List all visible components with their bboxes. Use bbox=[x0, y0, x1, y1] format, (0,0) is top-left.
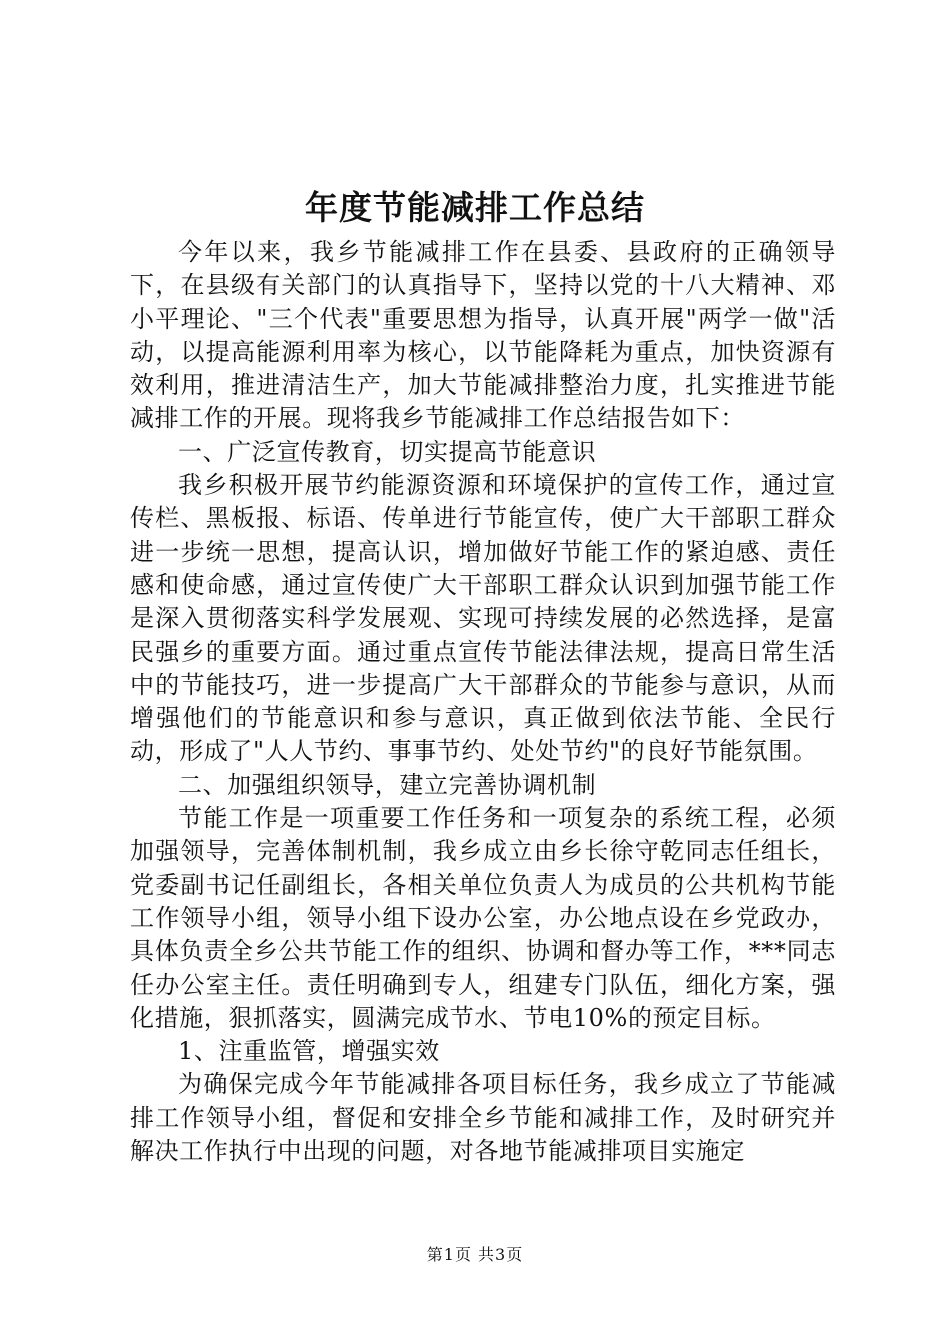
intro-paragraph: 今年以来，我乡节能减排工作在县委、县政府的正确领导下，在县级有关部门的认真指导下，坚持以党的十八大精神、邓小平理论、"三个代表"重要思想为指导，认真开展"两学一做"活动，以提高能源利用率为核心，以节能降耗为重点，加快资源有效利用，推进清洁生产，加大节能减排整治力度，扎实推进节能减排工作的开展。现将我乡节能减排工作总结报告如下： bbox=[130, 238, 836, 433]
document-title: 年度节能减排工作总结 bbox=[305, 188, 645, 227]
page-footer: 第1页 共3页 bbox=[426, 1245, 524, 1264]
section-2-paragraph: 节能工作是一项重要工作任务和一项复杂的系统工程，必须加强领导，完善体制机制，我乡成立由乡长徐守乾同志任组长，党委副书记任副组长，各相关单位负责人为成员的公共机构节能工作领导小组，领导小组下设办公室，办公地点设在乡党政办，具体负责全乡公共节能工作的组织、协调和督办等工作，***同志任办公室主任。责任明确到专人，组建专门队伍，细化方案，强化措施，狠抓落实，圆满完成节水、节电10%的预定目标。 bbox=[130, 804, 836, 1032]
section-1-paragraph: 我乡积极开展节约能源资源和环境保护的宣传工作，通过宣传栏、黑板报、标语、传单进行节能宣传，使广大干部职工群众进一步统一思想，提高认识，增加做好节能工作的紧迫感、责任感和使命感，通过宣传使广大干部职工群众认识到加强节能工作是深入贯彻落实科学发展观、实现可持续发展的必然选择，是富民强乡的重要方面。通过重点宣传节能法律法规，提高日常生活中的节能技巧，进一步提高广大干部群众的节能参与意识，从而增强他们的节能意识和参与意识，真正做到依法节能、全民行动，形成了"人人节约、事事节约、处处节约"的良好节能氛围。 bbox=[130, 471, 836, 766]
subsection-heading-1: 1、注重监管，增强实效 bbox=[178, 1037, 440, 1066]
section-heading-1: 一、广泛宣传教育，切实提高节能意识 bbox=[178, 437, 597, 466]
document-body bbox=[130, 236, 836, 1168]
section-heading-2: 二、加强组织领导，建立完善协调机制 bbox=[178, 770, 597, 799]
subsection-1-paragraph: 为确保完成今年节能减排各项目标任务，我乡成立了节能减排工作领导小组，督促和安排全乡节能和减排工作，及时研究并解决工作执行中出现的问题，对各地节能减排项目实施定 bbox=[130, 1070, 836, 1166]
